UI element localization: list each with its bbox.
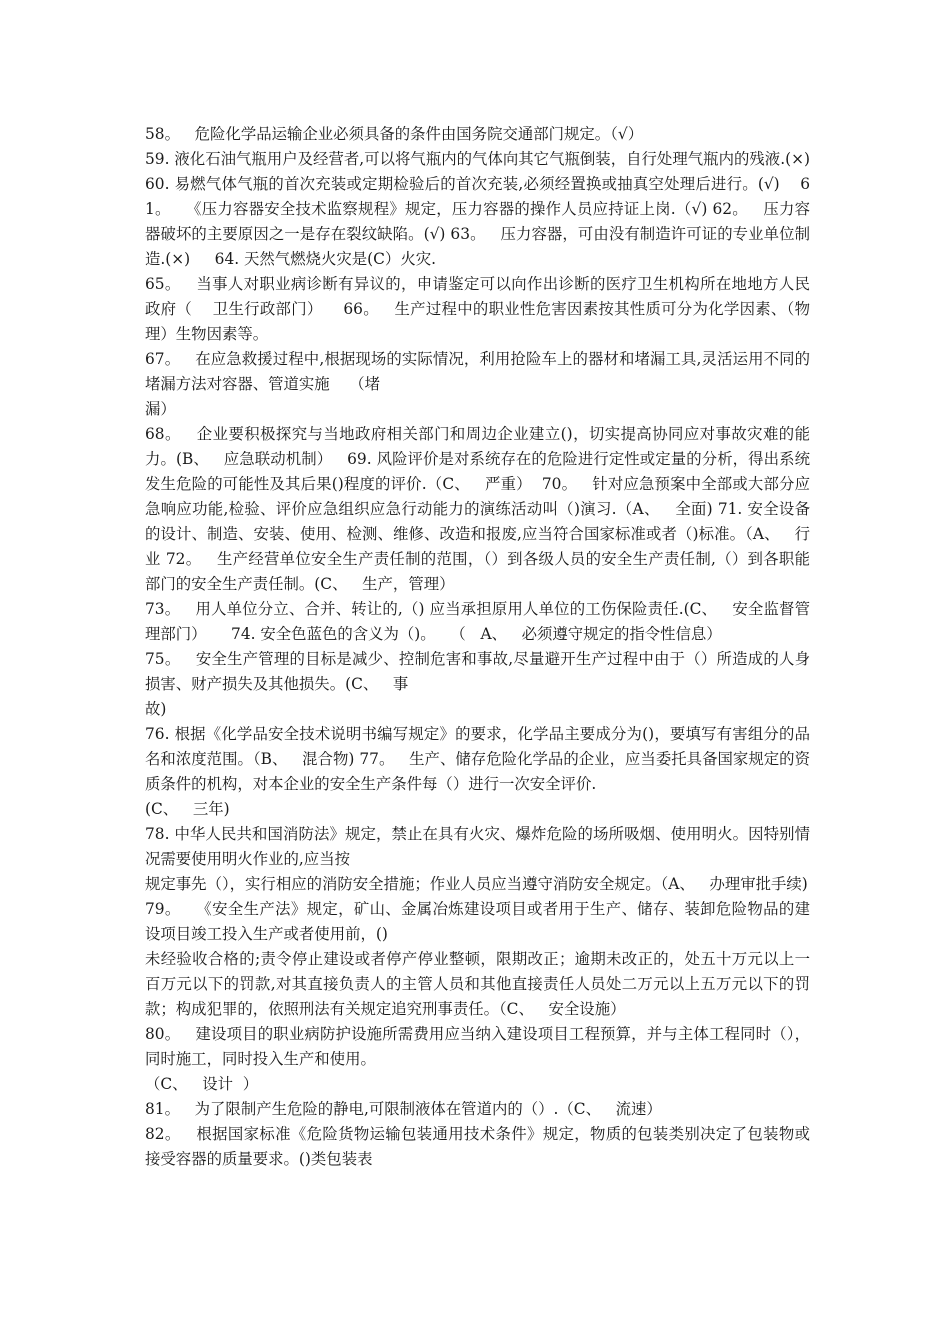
paragraph-65-66: 65。 当事人对职业病诊断有异议的，申请鉴定可以向作出诊断的医疗卫生机构所在地地方人民政府（ 卫生行政部门） 66。 生产过程中的职业性危害因素按其性质可分为化学因素、（物理）生物因素等。 — [145, 275, 810, 343]
paragraph-68-72: 68。 企业要积极探究与当地政府相关部门和周边企业建立()，切实提高协同应对事故灾难的能力。(B、 应急联动机制） 69. 风险评价是对系统存在的危险进行定性或定量的分析，得出系统发生危险的可能性及其后果()程度的评价.（C、 严重） 70。 针对应急预案中全部或大部分应急响应功能,检验、评价应急组织应急行动能力的演练活动叫（)演习.（A、 全面) 71. 安全设备的设计、制造、安装、使用、检测、维修、改造和报废,应当符合国家标准或者（)标准。（A、 行业 72。 生产经营单位安全生产责任制的范围，（）到各级人员的安全生产责任制,（）到各职能部门的安全生产责任制。(C、 生产，管理） — [145, 425, 810, 593]
paragraph-82: 82。 根据国家标准《危险货物运输包装通用技术条件》规定，物质的包装类别决定了包装物或接受容器的质量要求。()类包装表 — [145, 1125, 810, 1168]
paragraph-75: 75。 安全生产管理的目标是减少、控制危害和事故,尽量避开生产过程中由于（）所造成的人身损害、财产损失及其他损失。(C、 事 — [145, 650, 810, 693]
paragraph-75-answer: 故) — [145, 700, 167, 718]
paragraph-77-answer: (C、 三年) — [145, 800, 230, 818]
paragraph-81: 81。 为了限制产生危险的静电,可限制液体在管道内的（）.（C、 流速） — [145, 1100, 662, 1118]
paragraph-76-77: 76. 根据《化学品安全技术说明书编写规定》的要求，化学品主要成分为()，要填写有害组分的品名和浓度范围。（B、 混合物) 77。 生产、储存危险化学品的企业，应当委托具备国家规定的资质条件的机构，对本企业的安全生产条件每（）进行一次安全评价. — [145, 725, 810, 793]
paragraph-73-74: 73。 用人单位分立、合并、转让的,（) 应当承担原用人单位的工伤保险责任.(C、 安全监督管理部门） 74. 安全色蓝色的含义为（)。 （ A、 必须遵守规定的指令性信息） — [145, 600, 810, 643]
paragraph-79-continued: 未经验收合格的;责令停止建设或者停产停业整顿，限期改正；逾期未改正的，处五十万元以上一百万元以下的罚款,对其直接负责人的主管人员和其他直接责任人员处二万元以上五万元以下的罚款；构成犯罪的，依照刑法有关规定追究刑事责任。（C、 安全设施） — [145, 950, 810, 1018]
paragraph-78-continued: 规定事先（），实行相应的消防安全措施；作业人员应当遵守消防安全规定。（A、 办理审批手续) — [145, 875, 808, 893]
paragraph-79: 79。 《安全生产法》规定，矿山、金属冶炼建设项目或者用于生产、储存、装卸危险物品的建设项目竣工投入生产或者使用前，() — [145, 900, 810, 943]
paragraph-78: 78. 中华人民共和国消防法》规定，禁止在具有火灾、爆炸危险的场所吸烟、使用明火。因特别情况需要使用明火作业的,应当按 — [145, 825, 810, 868]
document-body — [145, 122, 815, 1172]
paragraph-67-answer: 漏） — [145, 400, 176, 418]
paragraph-67: 67。 在应急救援过程中,根据现场的实际情况，利用抢险车上的器材和堵漏工具,灵活运用不同的堵漏方法对容器、管道实施 （堵 — [145, 350, 810, 393]
paragraph-58: 58。 危险化学品运输企业必须具备的条件由国务院交通部门规定。（√） — [145, 125, 644, 143]
paragraph-80: 80。 建设项目的职业病防护设施所需费用应当纳入建设项目工程预算，并与主体工程同时（），同时施工，同时投入生产和使用。 — [145, 1025, 810, 1068]
paragraph-80-answer: （C、 设计 ） — [145, 1075, 259, 1093]
paragraph-59-64: 59. 液化石油气瓶用户及经营者,可以将气瓶内的气体向其它气瓶倒装，自行处理气瓶内的残液.(×) 60. 易燃气体气瓶的首次充装或定期检验后的首次充装,必须经置换或抽真空处理后进行。(√) 61。 《压力容器安全技术监察规程》规定，压力容器的操作人员应持证上岗.（√) 62。 压力容器破坏的主要原因之一是存在裂纹缺陷。(√) 63。 压力容器，可由没有制造许可证的专业单位制造.(×) 64. 天然气燃烧火灾是(C）火灾. — [145, 150, 815, 268]
